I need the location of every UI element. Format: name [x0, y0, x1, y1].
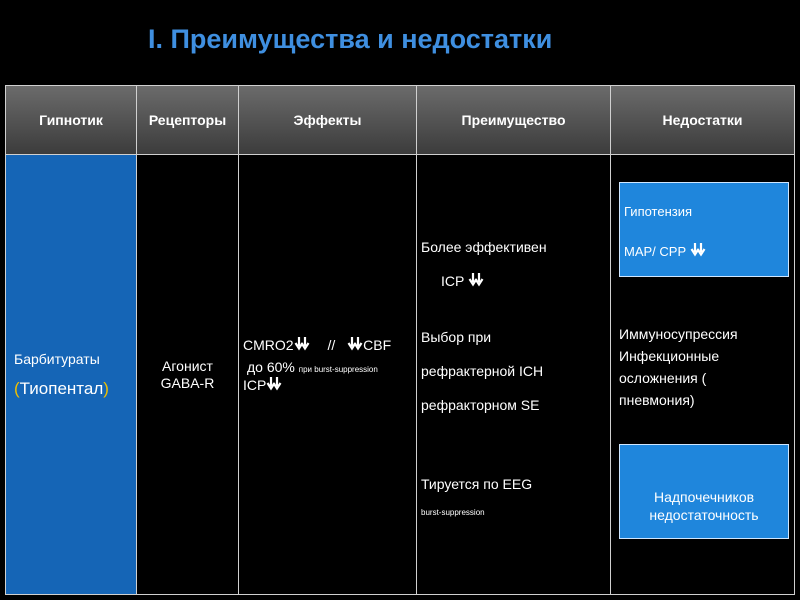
- adv-icp: [441, 273, 484, 289]
- adv-choice: Выбор при: [421, 329, 492, 345]
- cell-receptors: [137, 155, 239, 594]
- header-receptors: Рецепторы: [137, 86, 239, 154]
- map-cpp-label: MAP/ CPP: [624, 244, 686, 259]
- adv-icp-label: ICP: [441, 273, 465, 289]
- header-advantage: Преимущество: [417, 86, 611, 154]
- adv-burst: burst-suppression: [421, 508, 485, 517]
- double-down-arrow-icon: [347, 337, 363, 351]
- adv-more-effective: Более эффективен: [421, 239, 547, 255]
- hypnotic-class: Барбитураты: [14, 350, 100, 367]
- receptor-line2: GABA-R: [160, 374, 215, 391]
- immuno-line1: Иммуносупрессия: [619, 326, 738, 342]
- cell-disadvantages: [611, 155, 794, 594]
- slide-title: I. Преимущества и недостатки: [148, 24, 553, 54]
- dis-immuno: [619, 323, 738, 411]
- double-down-arrow-icon: [294, 337, 310, 351]
- cmro2-label: CMRO2: [243, 337, 294, 353]
- double-down-arrow-icon: [266, 377, 282, 391]
- immuno-line2: Инфекционные: [619, 348, 720, 364]
- drug-label: Тиопентал: [19, 378, 104, 398]
- dis-hypotension: Гипотензия: [624, 204, 693, 219]
- hypotension-box: [619, 182, 789, 277]
- adv-refractory-ich: рефрактерной ICH: [421, 363, 544, 379]
- effects-line3: [243, 377, 282, 393]
- burst-note: при burst-suppression: [298, 365, 378, 374]
- cell-hypnotic: [6, 155, 137, 594]
- cell-advantage: [417, 155, 611, 594]
- double-down-arrow-icon: [468, 273, 484, 287]
- immuno-line4: пневмония): [619, 392, 695, 408]
- paren-close: ): [103, 378, 109, 398]
- up-to-label: до 60%: [247, 359, 295, 375]
- adv-refractory-se: рефракторном SE: [421, 397, 540, 413]
- adrenal-line1: Надпочечников: [653, 488, 755, 505]
- double-down-arrow-icon: [690, 243, 706, 257]
- dis-map-cpp: [624, 243, 706, 259]
- hypnotic-drug: [14, 379, 136, 399]
- effects-line1: [243, 337, 391, 353]
- immuno-line3: осложнения (: [619, 370, 707, 386]
- receptor-line1: Агонист: [162, 357, 213, 374]
- header-effects: Эффекты: [239, 86, 417, 154]
- adrenal-line2: недостаточность: [649, 506, 759, 523]
- icp-label: ICP: [243, 377, 267, 393]
- header-disadvantages: Недостатки: [611, 86, 794, 154]
- paren-open: (: [14, 378, 20, 398]
- adv-titrated: Тируется по EEG: [421, 476, 533, 492]
- effects-line2: [247, 359, 378, 375]
- header-hypnotic: Гипнотик: [6, 86, 137, 154]
- separator: //: [327, 337, 336, 353]
- comparison-table: [5, 85, 795, 595]
- cbf-label: CBF: [363, 337, 392, 353]
- adrenal-box: [619, 444, 789, 539]
- cell-effects: [239, 155, 417, 594]
